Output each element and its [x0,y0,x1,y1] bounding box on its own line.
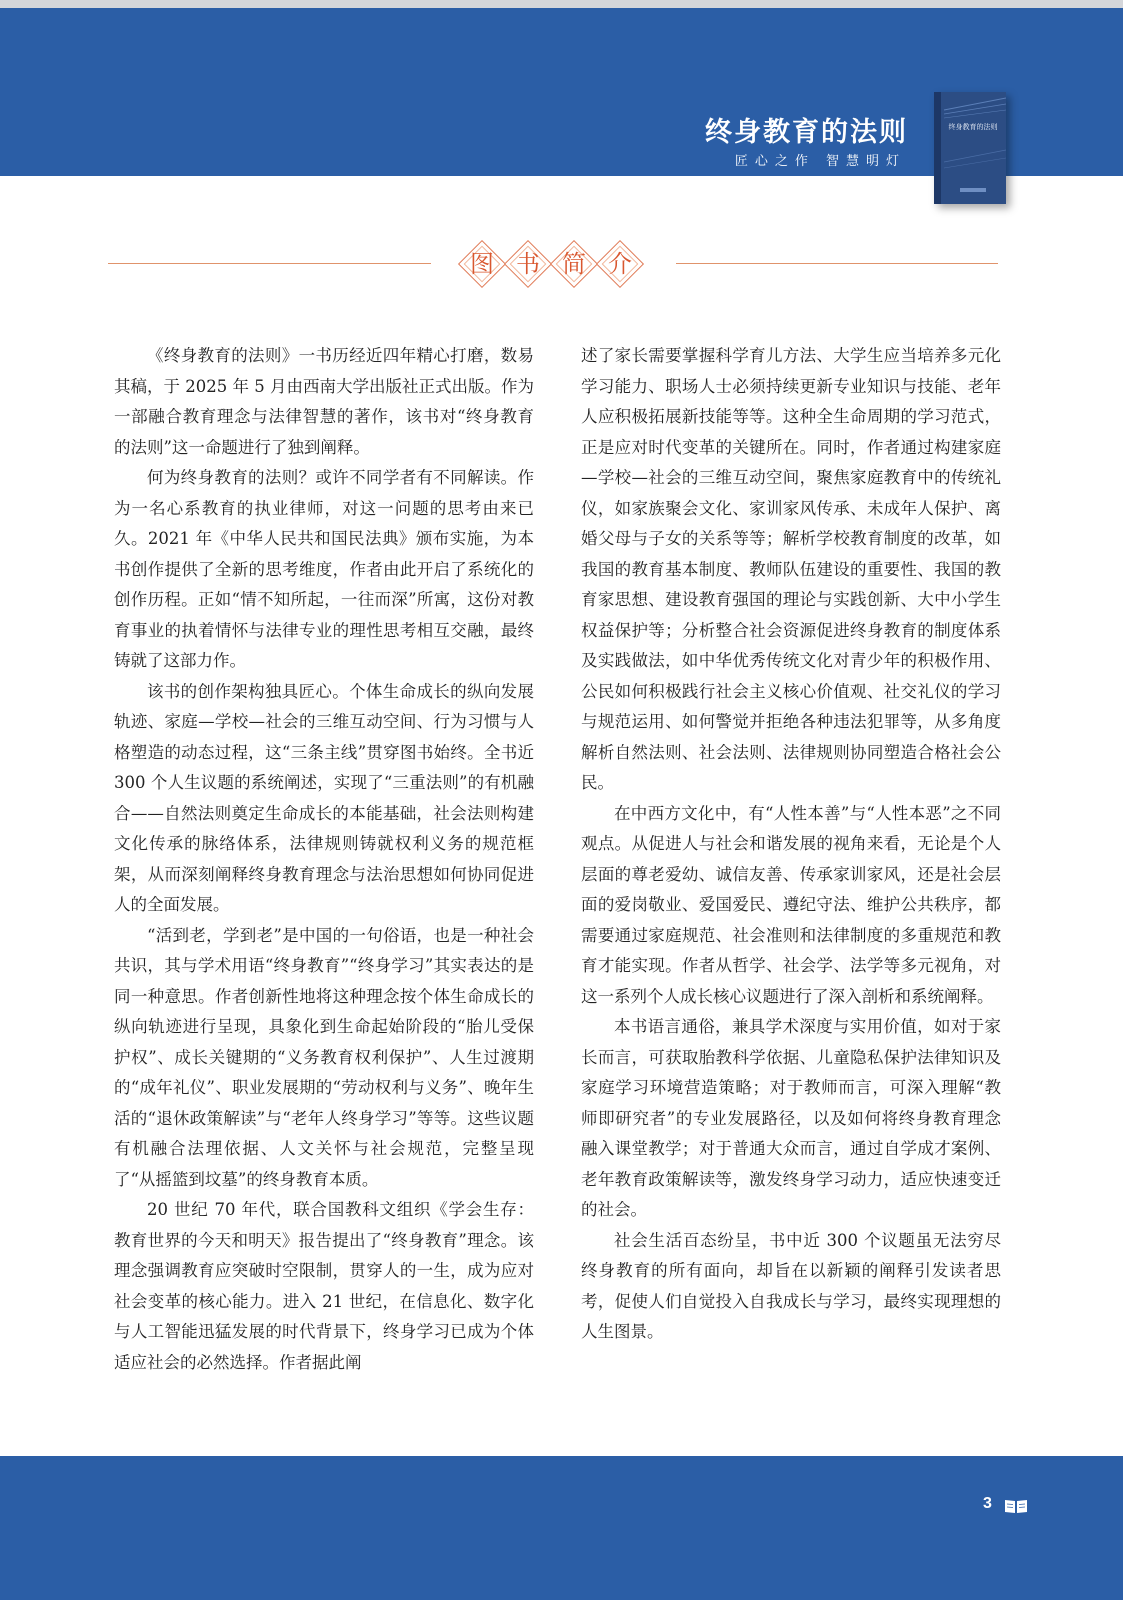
book-spine [934,92,941,204]
heading-char: 书 [516,250,540,278]
article-column-left [114,341,534,1378]
paragraph: 何为终身教育的法则？或许不同学者有不同解读。作为一名心系教育的执业律师，对这一问题的思考由来已久。2021 年《中华人民共和国民法典》颁布实施，为本书创作提供了全新的思考维度，作者由此开启了系统化的创作历程。正如“情不知所起，一往而深”所寓，这份对教育事业的执着情怀与法律专业的理性思考相互交融，最终铸就了这部力作。 [114,468,534,670]
heading-diamonds [458,238,658,290]
paragraph: 20 世纪 70 年代，联合国教科文组织《学会生存：教育世界的今天和明天》报告提出了“终身教育”理念。该理念强调教育应突破时空限制，贯穿人的一生，成为应对社会变革的核心能力。进入 21 世纪，在信息化、数字化与人工智能迅猛发展的时代背景下，终身学习已成为个体适应社会的必然选择。作者据此阐 [114,1200,534,1372]
section-heading [108,238,998,290]
heading-rule-right [676,263,998,264]
heading-diamond [458,238,506,290]
heading-char: 介 [608,250,632,278]
paragraph-continuation: 述了家长需要掌握科学育儿方法、大学生应当培养多元化学习能力、职场人士必须持续更新专业知识与技能、老年人应积极拓展新技能等等。这种全生命周期的学习范式，正是应对时代变革的关键所在。同时，作者通过构建家庭—学校—社会的三维互动空间，聚焦家庭教育中的传统礼仪，如家族聚会文化、家训家风传承、未成年人保护、离婚父母与子女的关系等等；解析学校教育制度的改革，如我国的教育基本制度、教师队伍建设的重要性、我国的教育家思想、建设教育强国的理论与实践创新、大中小学生权益保护等；分析整合社会资源促进终身教育的制度体系及实践做法，如中华优秀传统文化对青少年的积极作用、公民如何积极践行社会主义核心价值观、社交礼仪的学习与规范运用、如何警觉并拒绝各种违法犯罪等，从多角度解析自然法则、社会法则、法律规则协同塑造合格社会公民。 [581,346,1001,792]
paragraph: 在中西方文化中，有“人性本善”与“人性本恶”之不同观点。从促进人与社会和谐发展的视角来看，无论是个人层面的尊老爱幼、诚信友善、传承家训家风，还是社会层面的爱岗敬业、爱国爱民、遵纪守法、维护公共秩序，都需要通过家庭规范、社会准则和法律制度的多重规范和教育才能实现。作者从哲学、社会学、法学等多元视角，对这一系列个人成长核心议题进行了深入剖析和系统阐释。 [581,803,1001,1006]
paragraph: 《终身教育的法则》一书历经近四年精心打磨，数易其稿，于 2025 年 5 月由西南大学出版社正式出版。作为一部融合教育理念与法律智慧的著作，该书对“终身教育的法则”这一命题进行了独到阐释。 [114,346,534,457]
book-cover-image [934,92,1006,204]
paragraph: 该书的创作架构独具匠心。个体生命成长的纵向发展轨迹、家庭—学校—社会的三维互动空间、行为习惯与人格塑造的动态过程，这“三条主线”贯穿图书始终。全书近 300 个人生议题的系统阐述，实现了“三重法则”的有机融合——自然法则奠定生命成长的本能基础，社会法则构建文化传承的脉络体系，法律规则铸就权利义务的规范框架，从而深刻阐释终身教育理念与法治思想如何协同促进人的全面发展。 [114,681,534,914]
book-cover-title: 终身教育的法则 [948,123,998,131]
page-number: 3 [983,1495,992,1512]
paragraph: 本书语言通俗，兼具学术深度与实用价值，如对于家长而言，可获取胎教科学依据、儿童隐私保护法律知识及家庭学习环境营造策略；对于教师而言，可深入理解“教师即研究者”的专业发展路径，以及如何将终身教育理念融入课堂教学；对于普通大众而言，通过自学成才案例、老年教育政策解读等，激发终身学习动力，适应快速变迁的社会。 [581,1017,1001,1219]
heading-char: 简 [562,250,586,278]
heading-diamond [596,238,644,290]
book-cover-pattern-icon [934,92,1006,204]
heading-diamond [504,238,552,290]
article-column-right [581,341,1001,1348]
paragraph: “活到老，学到老”是中国的一句俗语，也是一种社会共识，其与学术用语“终身教育”“终身学习”其实表达的是同一种意思。作者创新性地将这种理念按个体生命成长的纵向轨迹进行呈现，具象化到生命起始阶段的“胎儿受保护权”、成长关键期的“义务教育权利保护”、人生过渡期的“成年礼仪”、职业发展期的“劳动权利与义务”、晚年生活的“退休政策解读”与“老年人终身学习”等等。这些议题有机融合法理依据、人文关怀与社会规范，完整呈现了“从摇篮到坟墓”的终身教育本质。 [114,925,534,1189]
heading-char: 图 [470,250,494,278]
footer-band [0,1456,1123,1600]
paragraph: 社会生活百态纷呈，书中近 300 个议题虽无法穷尽终身教育的所有面向，却旨在以新颖的阐释引发读者思考，促使人们自觉投入自我成长与学习，最终实现理想的人生图景。 [581,1230,1001,1341]
heading-rule-left [108,263,431,264]
heading-diamond [550,238,598,290]
magazine-subtitle: 匠心之作 智慧明灯 [734,154,906,169]
magazine-title: 终身教育的法则 [705,117,908,148]
open-book-icon [1004,1498,1028,1514]
top-edge-strip [0,0,1123,8]
